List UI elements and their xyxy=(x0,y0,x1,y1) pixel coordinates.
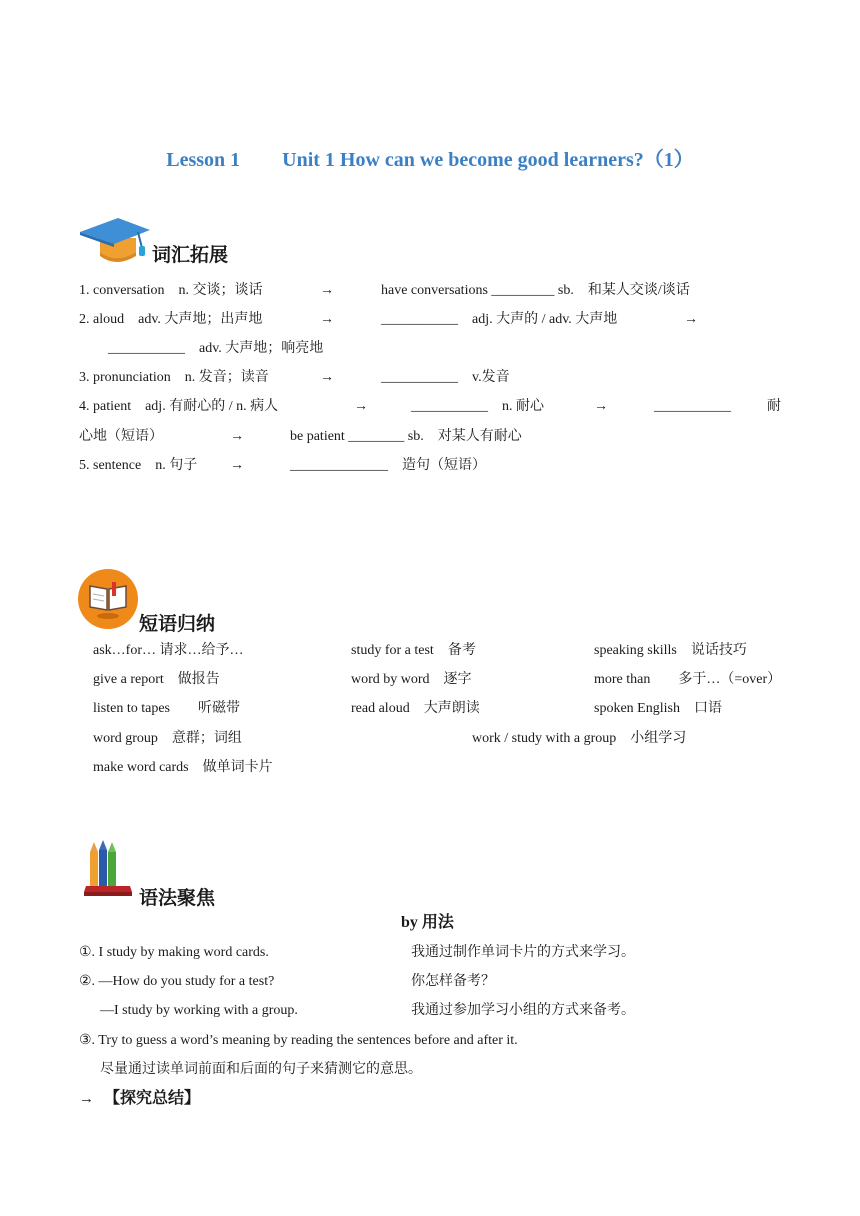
phrase-r3c1: listen to tapes 听磁带 xyxy=(93,701,240,716)
summary-heading: 【探究总结】 xyxy=(104,1088,201,1107)
unit-label: Unit 1 How can we become good learners?（1） xyxy=(282,149,694,171)
graduation-cap-icon xyxy=(78,212,152,262)
vocab-heading: 词汇拓展 xyxy=(152,244,229,266)
phrases-heading: 短语归纳 xyxy=(139,613,216,635)
crayons-icon xyxy=(84,840,136,898)
grammar-subtitle: by 用法 xyxy=(401,914,454,931)
book-icon xyxy=(77,568,139,630)
vocab-line-5a: 5. sentence n. 句子 xyxy=(79,458,198,473)
grammar-s1-zh: 我通过制作单词卡片的方式来学习。 xyxy=(411,945,635,960)
phrase-r2c3: more than 多于…（=over） xyxy=(594,672,782,687)
arrow-4: → xyxy=(354,399,368,414)
phrase-r5c1: make word cards 做单词卡片 xyxy=(93,760,273,775)
arrow-5: → xyxy=(230,458,244,473)
vocab-line-4c: ___________ xyxy=(654,399,731,414)
grammar-s2-en: ②. —How do you study for a test? xyxy=(79,974,275,989)
grammar-s3-zh: 尽量通过读单词前面和后面的句子来猜测它的意思。 xyxy=(100,1062,422,1077)
vocab-line-1a: 1. conversation n. 交谈；谈话 xyxy=(79,283,263,298)
phrase-r2c1: give a report 做报告 xyxy=(93,672,220,687)
vocab-line-1b: have conversations _________ sb. 和某人交谈/谈话 xyxy=(381,283,690,298)
arrow-3: → xyxy=(320,370,334,385)
grammar-s2b-en: —I study by working with a group. xyxy=(100,1003,298,1018)
arrow-4c: → xyxy=(230,429,244,444)
lesson-label: Lesson 1 xyxy=(166,149,241,171)
phrase-r1c3: speaking skills 说话技巧 xyxy=(594,643,747,658)
vocab-line-4f: be patient ________ sb. 对某人有耐心 xyxy=(290,429,522,444)
vocab-line-5b: ______________ 造句（短语） xyxy=(290,458,486,473)
vocab-line-2b: ___________ adj. 大声的 / adv. 大声地 xyxy=(381,312,618,327)
vocab-line-4e: 心地（短语） xyxy=(79,429,163,444)
phrase-r2c2: word by word 逐字 xyxy=(351,672,472,687)
vocab-line-3a: 3. pronunciation n. 发音；读音 xyxy=(79,370,269,385)
phrase-r4c1: word group 意群；词组 xyxy=(93,731,242,746)
phrase-r4c2: work / study with a group 小组学习 xyxy=(472,731,687,746)
arrow-4b: → xyxy=(594,399,608,414)
arrow-2b: → xyxy=(684,312,698,327)
grammar-s1-en: ①. I study by making word cards. xyxy=(79,945,269,960)
vocab-line-2a: 2. aloud adv. 大声地；出声地 xyxy=(79,312,263,327)
vocab-line-4d: 耐 xyxy=(767,399,781,414)
phrase-r1c1: ask…for… 请求…给予… xyxy=(93,643,244,658)
vocab-line-3b: ___________ v.发音 xyxy=(381,370,510,385)
vocab-line-2c: ___________ adv. 大声地；响亮地 xyxy=(108,341,324,356)
arrow-2: → xyxy=(320,312,334,327)
arrow-1: → xyxy=(320,283,334,298)
grammar-s2-zh: 你怎样备考？ xyxy=(411,974,495,989)
vocab-line-4a: 4. patient adj. 有耐心的 / n. 病人 xyxy=(79,399,279,414)
grammar-s3-en: ③. Try to guess a word’s meaning by reading the sentences before and after it. xyxy=(79,1033,518,1048)
grammar-s2b-zh: 我通过参加学习小组的方式来备考。 xyxy=(411,1003,635,1018)
summary-arrow: → xyxy=(79,1091,94,1107)
phrase-r3c2: read aloud 大声朗读 xyxy=(351,701,480,716)
grammar-heading: 语法聚焦 xyxy=(139,887,216,909)
phrase-r1c2: study for a test 备考 xyxy=(351,643,476,658)
vocab-line-4b: ___________ n. 耐心 xyxy=(411,399,544,414)
page-title xyxy=(0,143,860,172)
phrase-r3c3: spoken English 口语 xyxy=(594,701,722,716)
